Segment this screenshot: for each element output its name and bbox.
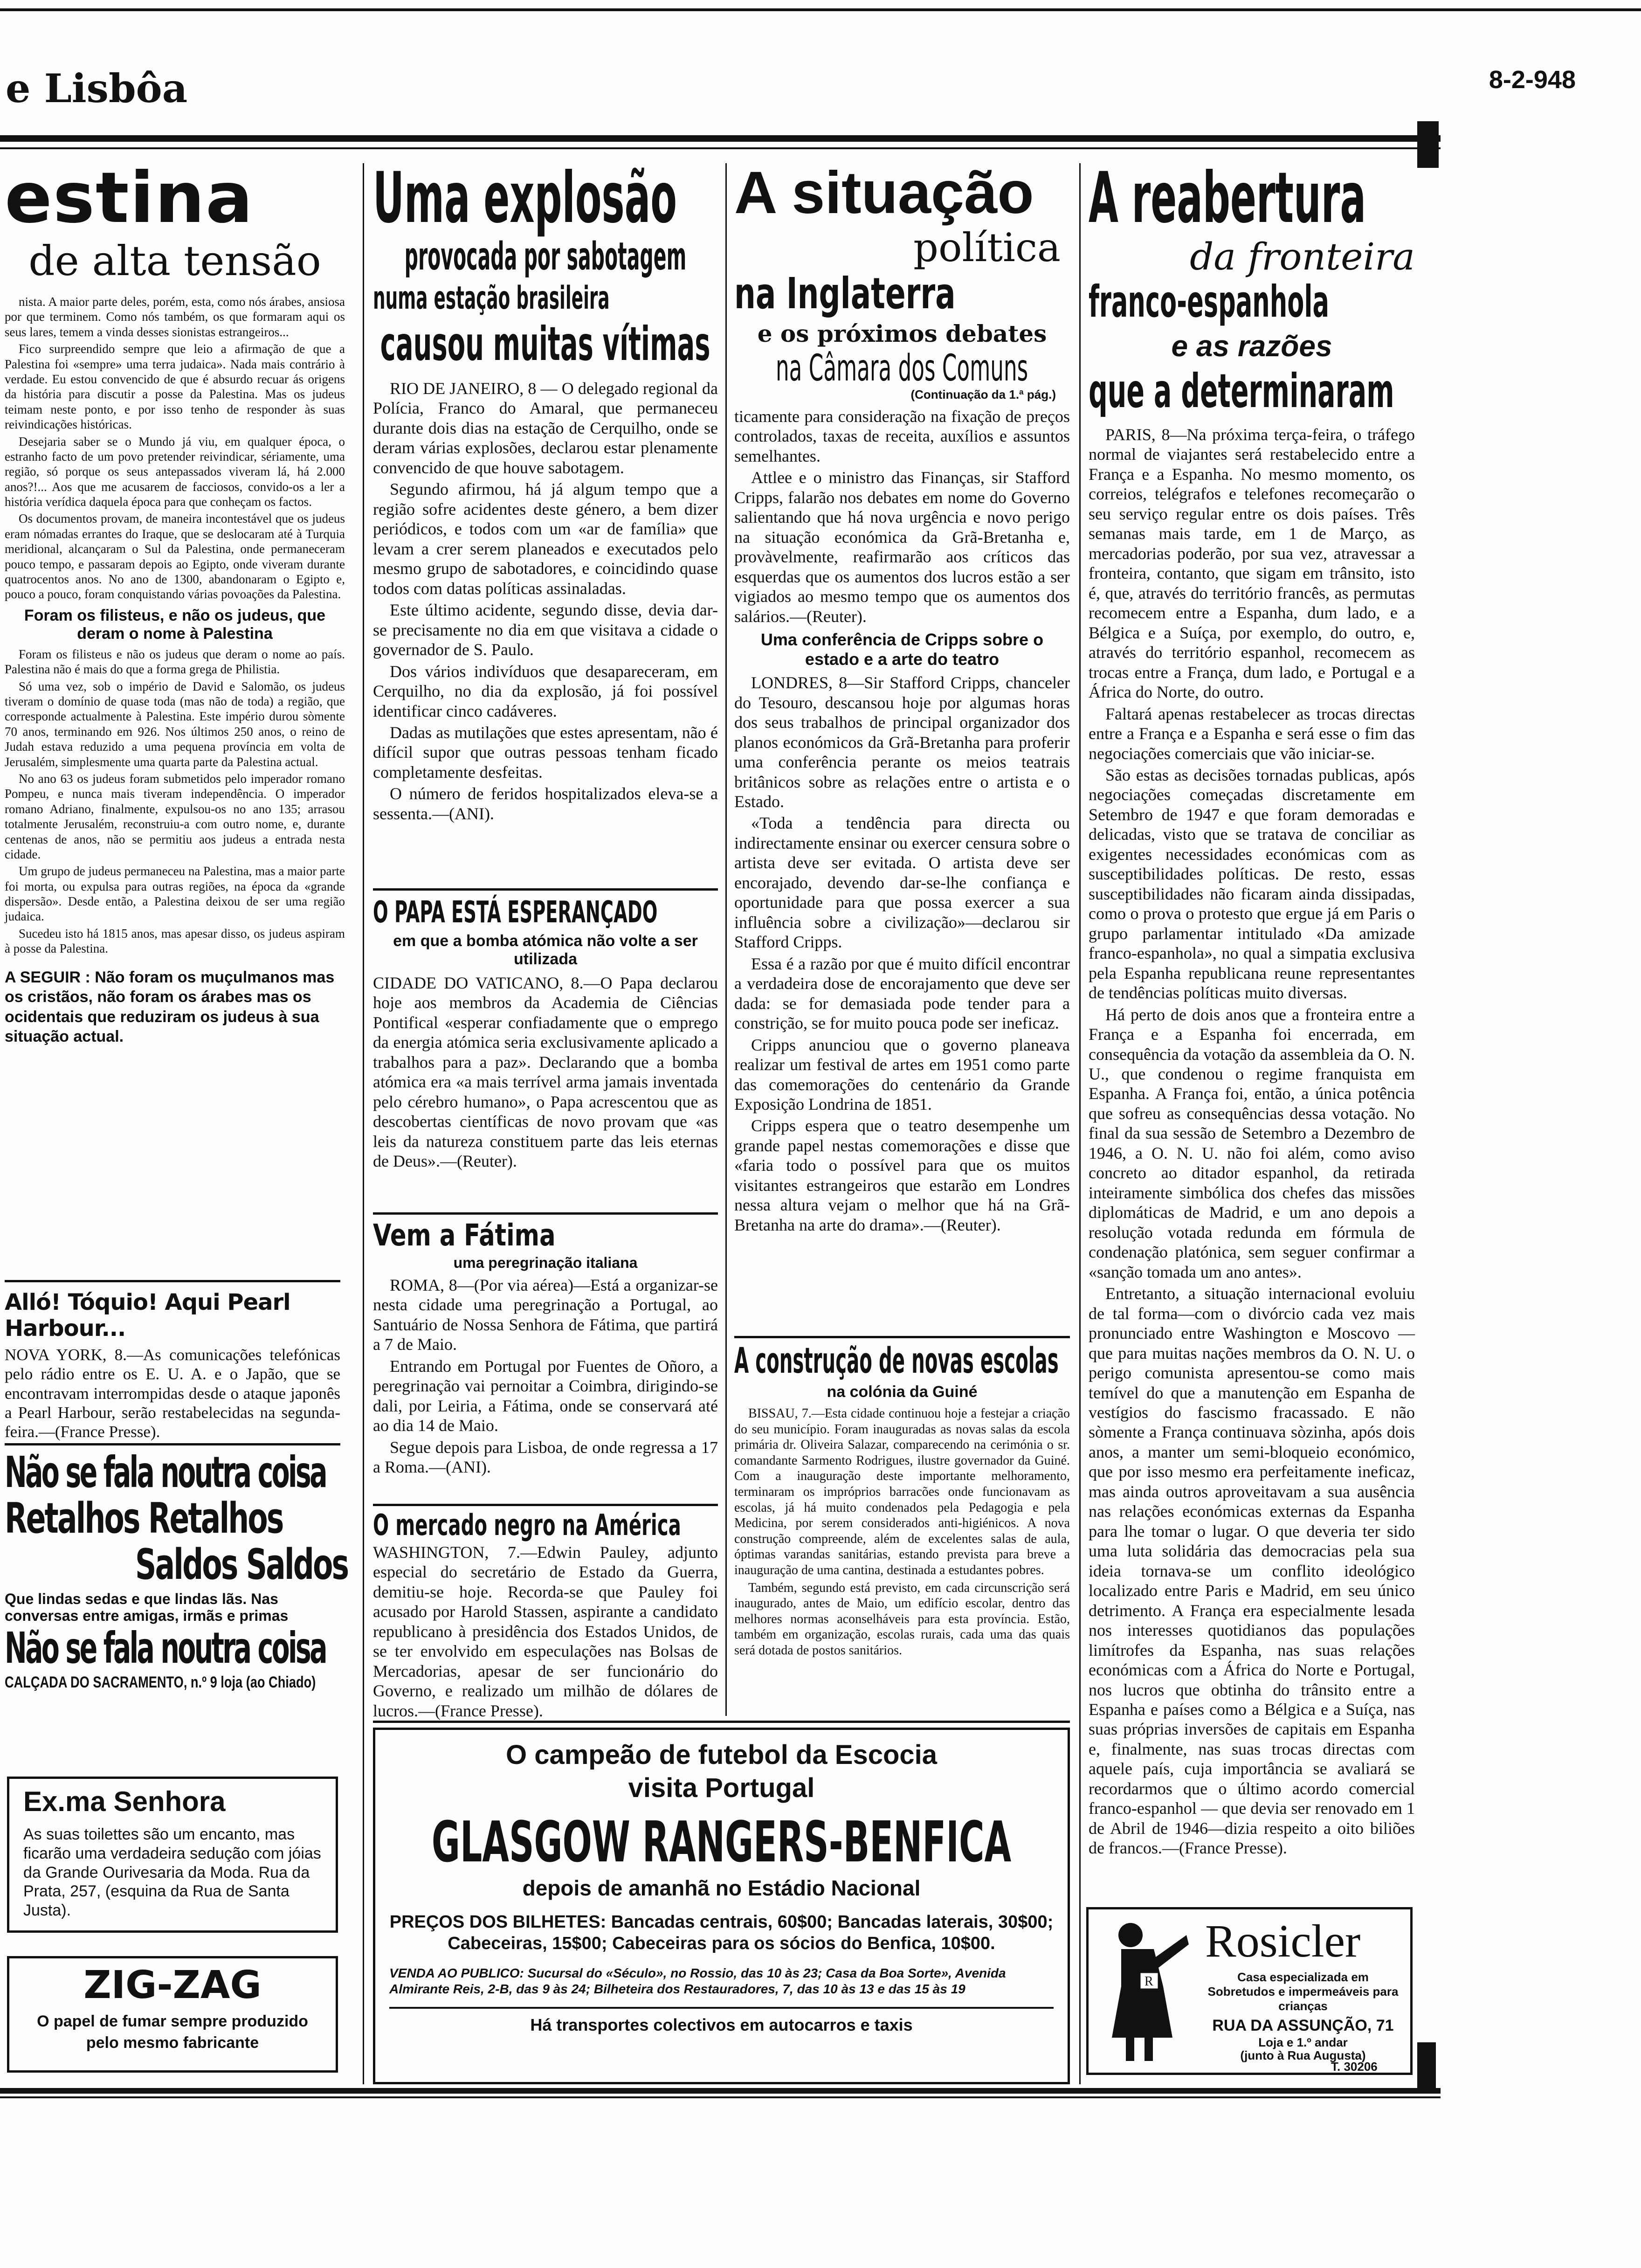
column-rule [725, 163, 727, 1716]
page-edge-mark [1417, 121, 1439, 168]
paragraph: Também, segundo está previsto, em cada circunscrição será inaugurado, antes de Maio, um edifício escolar, dentro das melhores normas aconselháveis para esta província. Estão, também em organização, escolas rurais, cada uma das quais será dotada de postos sanitários. [734, 1580, 1070, 1658]
paragraph: Dos vários indivíduos que desapareceram, em Cerquilho, no dia da explosão, já foi possível identificar cinco cadáveres. [373, 662, 718, 720]
column-rule [363, 163, 364, 2084]
header-rule [0, 135, 1441, 142]
ad-body: As suas toilettes são um encanto, mas ficarão uma verdadeira sedução com jóias da Grande Ourivesaria da Moda. Rua da Prata, 257, (esquina da Rua de Santa Justa). [23, 1825, 321, 1920]
subhead: na Câmara dos Comuns [776, 347, 1028, 389]
ad-ourivesaria [7, 1777, 338, 1933]
paragraph: Attlee e o ministro das Finanças, sir Stafford Cripps, falarão nos debates em nome do Governo salientando que há nova urgência e novo perigo na situação económica da Grã-Bretanha e, provàvelmente, reafirmarão aos críticos das esquerdas que os aumentos dos lucros estão a ser vigiados ao mesmo tempo que os aumentos dos salários.—(Reuter). [734, 468, 1070, 626]
ad-line: (junto à Rua Augusta) [1240, 2048, 1366, 2062]
paragraph: Dadas as mutilações que estes apresentam, não é difícil supor que outras pessoas tenham ficado completamente desfeitas. [373, 723, 718, 781]
ad-line: visita Portugal [628, 1773, 815, 1803]
paragraph: Segundo afirmou, há já algum tempo que a região sofre acidentes deste género, a bem dizer periódicos, e todos com um «ar de família» que levam a crer serem planeados e executados pelo mesmo grupo de sabotadores, e coincidindo quase todos com datas políticas assinaladas. [373, 480, 718, 598]
ad-line: Retalhos Retalhos [5, 1494, 283, 1543]
subhead: numa estação brasileira [373, 280, 610, 317]
ad-line: depois de amanhã no Estádio Nacional [522, 1876, 921, 1900]
ad-zig-zag [7, 1956, 338, 2073]
paragraph: Há perto de dois anos que a fronteira entre a França e a Espanha foi encerrada, em consequência da votação da assembleia da O. N. U., que condenou o regime franquista em Espanha. A França foi, então, a única potência que sofreu as consequências dessa votação. No final da sua sessão de Setembro a Dezembro de 1946, a O. N. U. não foi além, como aviso concreto ao ditador espanhol, da retirada inteiramente simbólica dos chefes das missões diplomáticas de Madrid, e um ano depois a resolução votada redunda em fórmula de condenação platónica, sem seguer confirmar a «sanção tomada um ano antes». [1089, 1005, 1415, 1281]
subhead: causou muitas vítimas [380, 317, 710, 371]
paragraph: Entretanto, a situação internacional evoluiu de tal forma—com o divórcio cada vez mais pronunciado entre Washington e Moscovo — que para muitas nações membros da O. N. U. o perigo comunista apresentou-se como mais temível do que a manutenção em Espanha de vestígios do fascismo fracassado. E não sòmente a França continuava sòzinha, após dois anos, a manter um semi-bloqueio económico, que por isso mesmo era perfeitamente ineficaz, mas ainda outros aproveitavam a sua ausência nas relações económicas externas da Espanha para lhe tomar o lugar. O que deveria ter sido uma luta solidária das democracias pela sua ideia tornava-se um conflito ideológico localizado entre Paris e Madrid, em seu único detrimento. A França era especialmente lesada nos interesses quotidianos das populações limítrofes da Espanha, nas suas relações económicas com a África do Norte e Portugal, nos lucros que obtinha do trânsito entre a Espanha e países como a Bélgica e a Suíça, nas suas próprias inversões de capitais em Espanha e, finalmente, nas suas trocas directas com aquele país, cuja importância se avaliará se recordarmos que o último acordo comercial franco-espanhol — que devia ser renovado em 1 de Abril de 1946—dizia respeito a oito biliões de francos.—(France Presse). [1089, 1284, 1415, 1858]
article-escolas [734, 1340, 1070, 1660]
article-headline: Alló! Tóquio! Aqui Pearl Harbour... [5, 1289, 290, 1341]
column-3 [734, 159, 1070, 1237]
ad-rosicler [1086, 1907, 1413, 2075]
paragraph: São estas as decisões tornadas publicas, após negociações começadas discretamente em Setembro de 1947 e que foram demoradas e delicadas, visto que se tratava de conciliar as exigentes necessidades económicas com as susceptibilidades políticas. De resto, essas susceptibilidades não ficaram ainda dissipadas, como o prova o protesto que ergue já em Paris o grupo parlamentar intitulado «Da amizade franco-espanhola», no qual a simpatia exclusiva pela Espanha republicana reune representantes de tendências políticas muito diversas. [1089, 765, 1415, 1003]
ad-line: Não se fala noutra coisa [5, 1447, 326, 1497]
article-pearl-harbour [5, 1289, 340, 1441]
paragraph: Cripps espera que o teatro desempenhe um grande papel nestas comemorações e disse que «faria todo o possível para que os muitos visitantes estrangeiros que estarão em Londres nessa altura vejam o melhor que há na Grã-Bretanha na arte do drama».—(Reuter). [734, 1116, 1070, 1234]
subhead: franco-espanhola [1089, 277, 1329, 327]
match-title: GLASGOW RANGERS-BENFICA [431, 1810, 1012, 1875]
paragraph: No ano 63 os judeus foram submetidos pelo imperador romano Pompeu, e nunca mais tiveram independência. O imperador romano Adriano, finalmente, expulsou-os no ano 135; arrasou totalmente Jerusalém, reconstruiu-a com outro nome, e, durante centenas de anos, não se permitiu aos judeus a entrada nesta cidade. [5, 771, 345, 861]
paragraph: LONDRES, 8—Sir Stafford Cripps, chanceler do Tesouro, descansou hoje por algumas horas dos seus trabalhos de principal organizador dos planos económicos da Grã-Bretanha para proferir uma conferência perante os meios teatrais britânicos sobre as relações entre o artista e o Estado. [734, 673, 1070, 811]
masthead-title: e Lisbôa [6, 65, 188, 111]
paragraph: RIO DE JANEIRO, 8 — O delegado regional da Polícia, Franco do Amaral, que permaneceu durante dois dias na estação de Cerquilho, onde se deram várias explosões, declarou estar plenamente convencido de que houve sabotagem. [373, 379, 718, 477]
paragraph: Foram os filisteus e não os judeus que deram o nome ao país. Palestina não é mais do que a forma grega de Philistia. [5, 647, 345, 677]
ad-line: CALÇADA DO SACRAMENTO, n.º 9 loja (ao Chiado) [5, 1673, 316, 1692]
article-headline: Vem a Fátima [373, 1218, 556, 1253]
section-rule [5, 1443, 340, 1445]
article-body: NOVA YORK, 8.—As comunicações telefónicas pelo rádio entre os E. U. A. e o Japão, que se encontravam interrompidas desde o ataque japonês a Pearl Harbour, serão restabelecidas na segunda-feira.—(France Presse). [5, 1346, 340, 1441]
paragraph: «Toda a tendência para directa ou indirectamente ensinar ou exercer censura sobre o artista deve ser evitada. O artista deve ser encorajado, devendo dar-se-lhe confiança e oportunidade para que possa exercer a sua influência sobre a civilização»—declarou sir Stafford Cripps. [734, 814, 1070, 952]
section-rule [373, 888, 718, 891]
headline: A situação [734, 159, 1034, 226]
next-article-note: A SEGUIR : Não foram os muçulmanos mas os cristãos, não foram os árabes mas os ocidentais que reduziram os judeus à sua situação actual. [5, 968, 335, 1046]
paragraph: Sucedeu isto há 1815 anos, mas apesar disso, os judeus aspiram à posse da Palestina. [5, 926, 345, 956]
column-rule [1079, 163, 1081, 2084]
paragraph: Os documentos provam, de maneira incontestável que os judeus eram nómadas errantes do Iraque, que se deslocaram até à Turquia meridional, alcançaram o Sul da Palestina, onde permaneceram pouco tempo, e passaram depois ao Egipto, onde viveram durante quatrocentos anos. No ano de 1300, abandonaram o Egipto e, pouco a pouco, foram conquistando várias povoações da Palestina. [5, 512, 345, 602]
paragraph: Essa é a razão por que é muito difícil encontrar a verdadeira dose de encorajamento que deve ser dada: se for demasiada pode tender para a constrição, se for muito pouca pode ser ineficaz. [734, 954, 1070, 1033]
article-body: CIDADE DO VATICANO, 8.—O Papa declarou hoje aos membros da Academia de Ciências Pontifical «esperar confiadamente que o emprego da energia atómica seria exclusivamente aplicado a trabalhos para a paz». Declarando que a bomba atómica era «a mais terrível arma jamais inventada pelo cérebro humano», o Papa acrescentou que as descobertas científicas de novo provam que «as leis da natureza constituem parte das leis eternas de Deus».—(Reuter). [373, 974, 718, 1171]
article-fatima [373, 1218, 718, 1479]
paragraph: PARIS, 8—Na próxima terça-feira, o tráfego normal de viajantes será restabelecido entre a França e a Espanha. No mesmo momento, os correios, telégrafos e telefones recomeçarão o seu serviço regular entre os dois países. Três semanas mais tarde, em 1 de Março, as mercadorias poderão, por sua vez, atravessar a fronteira, contanto, que sigam em trânsito, isto é, que, através do território francês, as permutas recomecem entre a Espanha, dum lado, e a Bélgica e a Suíça, por exemplo, do outro, e, através do território espanhol, recomecem as trocas entre a França, dum lado, e Portugal e a África do Norte, do outro. [1089, 425, 1415, 702]
header-rule-thin [0, 147, 1441, 149]
article-body [734, 407, 1070, 626]
article-subhead: uma peregrinação italiana [453, 1254, 638, 1271]
headline: A reabertura [1089, 158, 1366, 239]
footer-rule-thin [0, 2096, 1441, 2098]
paragraph: Fico surpreendido sempre que leio a afirmação de que a Palestina foi «sempre» uma terra judaica». Nada mais contrário à verdade. Eu estou convencido de que é absurdo recuar ás origens da história para discutir a posse da Palestina. Mas os judeus teimam neste ponto, e por isso tenho de responder às suas reivindicações históricas. [5, 342, 345, 432]
ad-line: RUA DA ASSUNÇÃO, 71 [1212, 2017, 1394, 2034]
paragraph: Entrando em Portugal por Fuentes de Oñoro, a peregrinação vai pernoitar a Coimbra, dirigindo-se dali, por Leiria, a Fátima, onde se conservará até ao dia 14 de Maio. [373, 1356, 718, 1435]
subhead: e os próximos debates [757, 320, 1047, 347]
ad-illustration [1093, 1916, 1191, 2066]
paragraph: Um grupo de judeus permaneceu na Palestina, mas a maior parte foi morta, ou expulsa para outras regiões, na época da «grande dispersão». Desde então, a Palestina deixou de ser uma região judaica. [5, 864, 345, 924]
column-1 [5, 158, 345, 1047]
article-subhead: em que a bomba atómica não volte a ser utilizada [393, 932, 698, 968]
paragraph: ROMA, 8—(Por via aérea)—Está a organizar-se nesta cidade uma peregrinação a Portugal, ao Santuário de Nossa Senhora de Fátima, que partirá a 7 de Maio. [373, 1276, 718, 1354]
paragraph: Este último acidente, segundo disse, devia dar-se precisamente no dia em que visitava a cidade o governador de S. Paulo. [373, 601, 718, 659]
paragraph: Segue depois para Lisboa, de onde regressa a 17 a Roma.—(ANI). [373, 1438, 718, 1477]
section-rule [373, 1212, 718, 1215]
subhead: provocada por sabotagem [404, 235, 687, 279]
paragraph: Só uma vez, sob o império de David e Salomão, os judeus tiveram o domínio de quase toda (mas não de toda) a região, que corresponde actualmente à Palestina. Este império durou sòmente 70 anos, terminando em 926. Nos últimos 250 anos, o reino de Judah estava reduzido a uma pequena província em volta de Jerusalém, simplesmente uma quarta parte da Palestina actual. [5, 679, 345, 769]
article-body [373, 1275, 718, 1477]
svg-text:R: R [1145, 1974, 1153, 1989]
ticket-prices: PREÇOS DOS BILHETES: Bancadas centrais, 60$00; Bancadas laterais, 30$00; Cabeceiras, 15$00; Cabeceiras para os sócios do Benfica, 10$00. [389, 1912, 1054, 1953]
ad-title: Ex.ma Senhora [23, 1786, 226, 1817]
article-body: WASHINGTON, 7.—Edwin Pauley, adjunto especial do secretário de Estado da Guerra, demitiu-se hoje. Recorda-se que Pauley foi acusado por Harold Stassen, aspirante a candidato republicano à presidência dos Estados Unidos, de se ter envolvido em especulações nas Bolsas de Mercadorias, apesar de ser funcionário do Governo, e realizado um milhão de dólares de lucros.—(France Presse). [373, 1543, 718, 1720]
headline: estina [5, 158, 254, 239]
subhead: de alta tensão [28, 237, 321, 285]
page-edge-mark [1417, 2042, 1436, 2089]
ad-line: T. 30206 [1331, 2060, 1378, 2074]
ad-retalhos [5, 1447, 348, 1692]
subhead: política [913, 225, 1061, 270]
paragraph: ticamente para consideração na fixação de preços controlados, taxas de receita, auxílios e assuntos semelhantes. [734, 407, 1070, 465]
ad-line: Loja e 1.º andar [1258, 2035, 1348, 2049]
ad-line: Casa especializada em Sobretudos e impermeáveis para crianças [1207, 1970, 1399, 2013]
article-subhead: na colónia da Guiné [827, 1383, 978, 1401]
paragraph: nista. A maior parte deles, porém, esta, como nós árabes, ansiosa por que terminem. Como nós também, os que formaram aqui os seus lares, temem a vinda desses sionistas estrangeiros... [5, 295, 345, 339]
subhead: na Inglaterra [734, 269, 956, 318]
divider [389, 2007, 1054, 2009]
subhead: e as razões [1171, 329, 1332, 363]
column-2 [373, 158, 718, 825]
article-papa [373, 895, 718, 1171]
section-rule [373, 1504, 718, 1506]
ad-brand: Rosicler [1205, 1915, 1361, 1967]
ad-line: Que lindas sedas e que lindas lãs. Nas conversas entre amigas, irmãs e primas [5, 1590, 289, 1625]
article-body [373, 379, 718, 823]
article-body [5, 647, 345, 956]
subhead: que a determinaram [1089, 364, 1394, 418]
masthead-date: 8-2-948 [1489, 66, 1576, 94]
section-rule [373, 1721, 1070, 1723]
article-headline: O PAPA ESTÁ ESPERANÇADO [373, 895, 658, 930]
footer-rule [0, 2088, 1441, 2094]
article-mercado-negro [373, 1508, 718, 1721]
ad-line: O campeão de futebol da Escocia [505, 1740, 938, 1770]
section-rule [734, 1336, 1070, 1338]
column-4 [1089, 158, 1415, 1860]
continuation-note: (Continuação da 1.ª pág.) [910, 387, 1056, 401]
paragraph: Cripps anunciou que o governo planeava realizar um festival de artes em 1951 como parte das comemorações do centenário da Grande Exposição Londrina de 1851. [734, 1035, 1070, 1113]
paragraph: O número de feridos hospitalizados eleva-se a sessenta.—(ANI). [373, 784, 718, 823]
section-heading: Foram os filisteus, e não os judeus, que deram o nome à Palestina [24, 606, 326, 643]
ad-line: Saldos Saldos [135, 1540, 348, 1589]
paragraph: Faltará apenas restabelecer as trocas directas entre a França e a Espanha e será esse o fim das negociações comerciais que vão iniciar-se. [1089, 704, 1415, 763]
section-rule [5, 1280, 340, 1282]
article-body [1089, 425, 1415, 1858]
article-headline: O mercado negro na América [373, 1508, 681, 1542]
article-body [734, 673, 1070, 1235]
article-body [734, 1406, 1070, 1659]
headline: Uma explosão [373, 158, 677, 239]
transport-note: Há transportes colectivos em autocarros e taxis [530, 2015, 913, 2035]
ad-body: O papel de fumar sempre produzido pelo mesmo fabricante [37, 2012, 308, 2052]
ad-football [373, 1728, 1070, 2084]
subhead: da fronteira [1190, 235, 1415, 278]
top-rule [0, 8, 1641, 11]
paragraph: Desejaria saber se o Mundo já viu, em qualquer época, o estranho facto de um povo pretender reivindicar, sériamente, uma região, só porque os seus antepassados viveram lá, há 2.000 anos?!... Aos que me acusarem de facciosos, convido-os a ler a história verídica daquela época para que conheçam os factos. [5, 434, 345, 509]
ad-title: ZIG-ZAG [83, 1963, 262, 2007]
article-body [5, 294, 345, 602]
article-headline: A construção de novas escolas [734, 1340, 1059, 1381]
section-heading: Uma conferência de Cripps sobre o estado e a arte do teatro [760, 630, 1044, 669]
paragraph: BISSAU, 7.—Esta cidade continuou hoje a festejar a criação do seu município. Foram inauguradas as novas salas da escola primária dr. Oliveira Salazar, comparecendo na cerimónia o sr. comandante Sarmento Rodrigues, ilustre governador da Guiné. Com a inauguração deste importante melhoramento, terminaram os impróprios barracões onde funcionavam as escolas, já há muito condenados pela Pedagogia e pela Medicina, por serem considerados anti-higiénicos. A nova construção compreende, além de excelentes salas de aula, óptimas varandas sanitárias, estando prevista para breve a inauguração de uma cantina, destinada a estudantes pobres. [734, 1406, 1070, 1577]
ad-line: Não se fala noutra coisa [5, 1623, 326, 1673]
sale-points: VENDA AO PUBLICO: Sucursal do «Século», no Rossio, das 10 às 23; Casa da Boa Sorte», Avenida Almirante Reis, 2-B, das 9 às 24; Bilheteira dos Restauradores, 7, das 10 às 13 e das 15 às 19 [389, 1966, 1006, 1996]
